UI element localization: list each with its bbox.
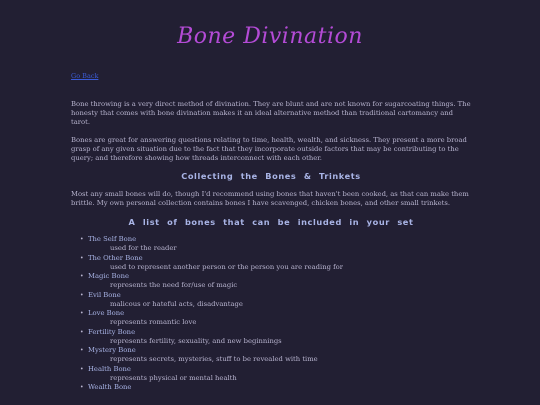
bone-description: represents the need for/use of magic xyxy=(110,281,238,289)
main-content xyxy=(71,72,471,393)
bone-description: malicous or hateful acts, disadvantage xyxy=(110,299,243,308)
bone-name: Evil Bone xyxy=(88,290,121,299)
bone-name: Love Bone xyxy=(88,309,125,317)
list-item xyxy=(80,291,471,309)
bone-description: used to represent another person or the person you are reading for xyxy=(110,262,343,271)
bone-name: Mystery Bone xyxy=(88,346,136,354)
collecting-heading: Collecting the Bones & Trinkets xyxy=(181,171,361,181)
bone-name: Magic Bone xyxy=(88,272,129,280)
bullet-icon: • xyxy=(80,384,84,391)
bullet-icon: • xyxy=(80,365,84,373)
bone-name: Fertility Bone xyxy=(88,327,136,336)
page-title: Bone Divination xyxy=(177,24,363,49)
bone-name: Health Bone xyxy=(88,364,131,373)
list-item xyxy=(80,328,471,346)
go-back-link[interactable]: Go Back xyxy=(71,72,99,80)
bullet-icon: • xyxy=(80,347,84,354)
bone-description: represents physical or mental health xyxy=(110,373,237,382)
bone-name: Wealth Bone xyxy=(88,383,132,391)
bone-list xyxy=(71,235,471,392)
bone-description: represents romantic love xyxy=(110,318,197,326)
bone-description: represents fertility, sexuality, and new beginnings xyxy=(110,336,282,345)
bone-name: The Other Bone xyxy=(88,253,143,262)
bullet-icon: • xyxy=(80,254,84,262)
intro-paragraph-2: Bones are great for answering questions relating to time, health, wealth, and sickness. They present a more broad grasp of any given situation due to the fact that they incorporate outside factors that may be contributing to the query; and therefore showing how threads interconnect with each other. xyxy=(71,136,467,162)
list-item xyxy=(80,346,471,364)
list-item xyxy=(80,309,471,327)
intro-paragraph-1: Bone throwing is a very direct method of divination. They are blunt and are not known for sugarcoating things. The honesty that comes with bone divination makes it an ideal alternative method than traditional cartomancy and tarot. xyxy=(71,100,471,126)
list-item xyxy=(80,272,471,290)
list-item xyxy=(80,383,471,392)
bullet-icon: • xyxy=(80,310,84,317)
collecting-paragraph: Most any small bones will do, though I'd recommend using bones that haven't been cooked, as that can make them brittle. My own personal collection contains bones I have scavenged, chicken bones, and other small trinkets. xyxy=(71,190,469,207)
bullet-icon: • xyxy=(80,291,84,299)
list-item xyxy=(80,365,471,383)
bone-name: The Self Bone xyxy=(88,235,137,243)
list-item xyxy=(80,254,471,272)
bullet-icon: • xyxy=(80,273,84,280)
bone-description: represents secrets, mysteries, stuff to be revealed with time xyxy=(110,355,318,363)
bullet-icon: • xyxy=(80,236,84,243)
bone-description: used for the reader xyxy=(110,244,177,252)
bullet-icon: • xyxy=(80,328,84,336)
list-item xyxy=(80,235,471,253)
bone-list-heading: A list of bones that can be included in your set xyxy=(128,217,414,227)
